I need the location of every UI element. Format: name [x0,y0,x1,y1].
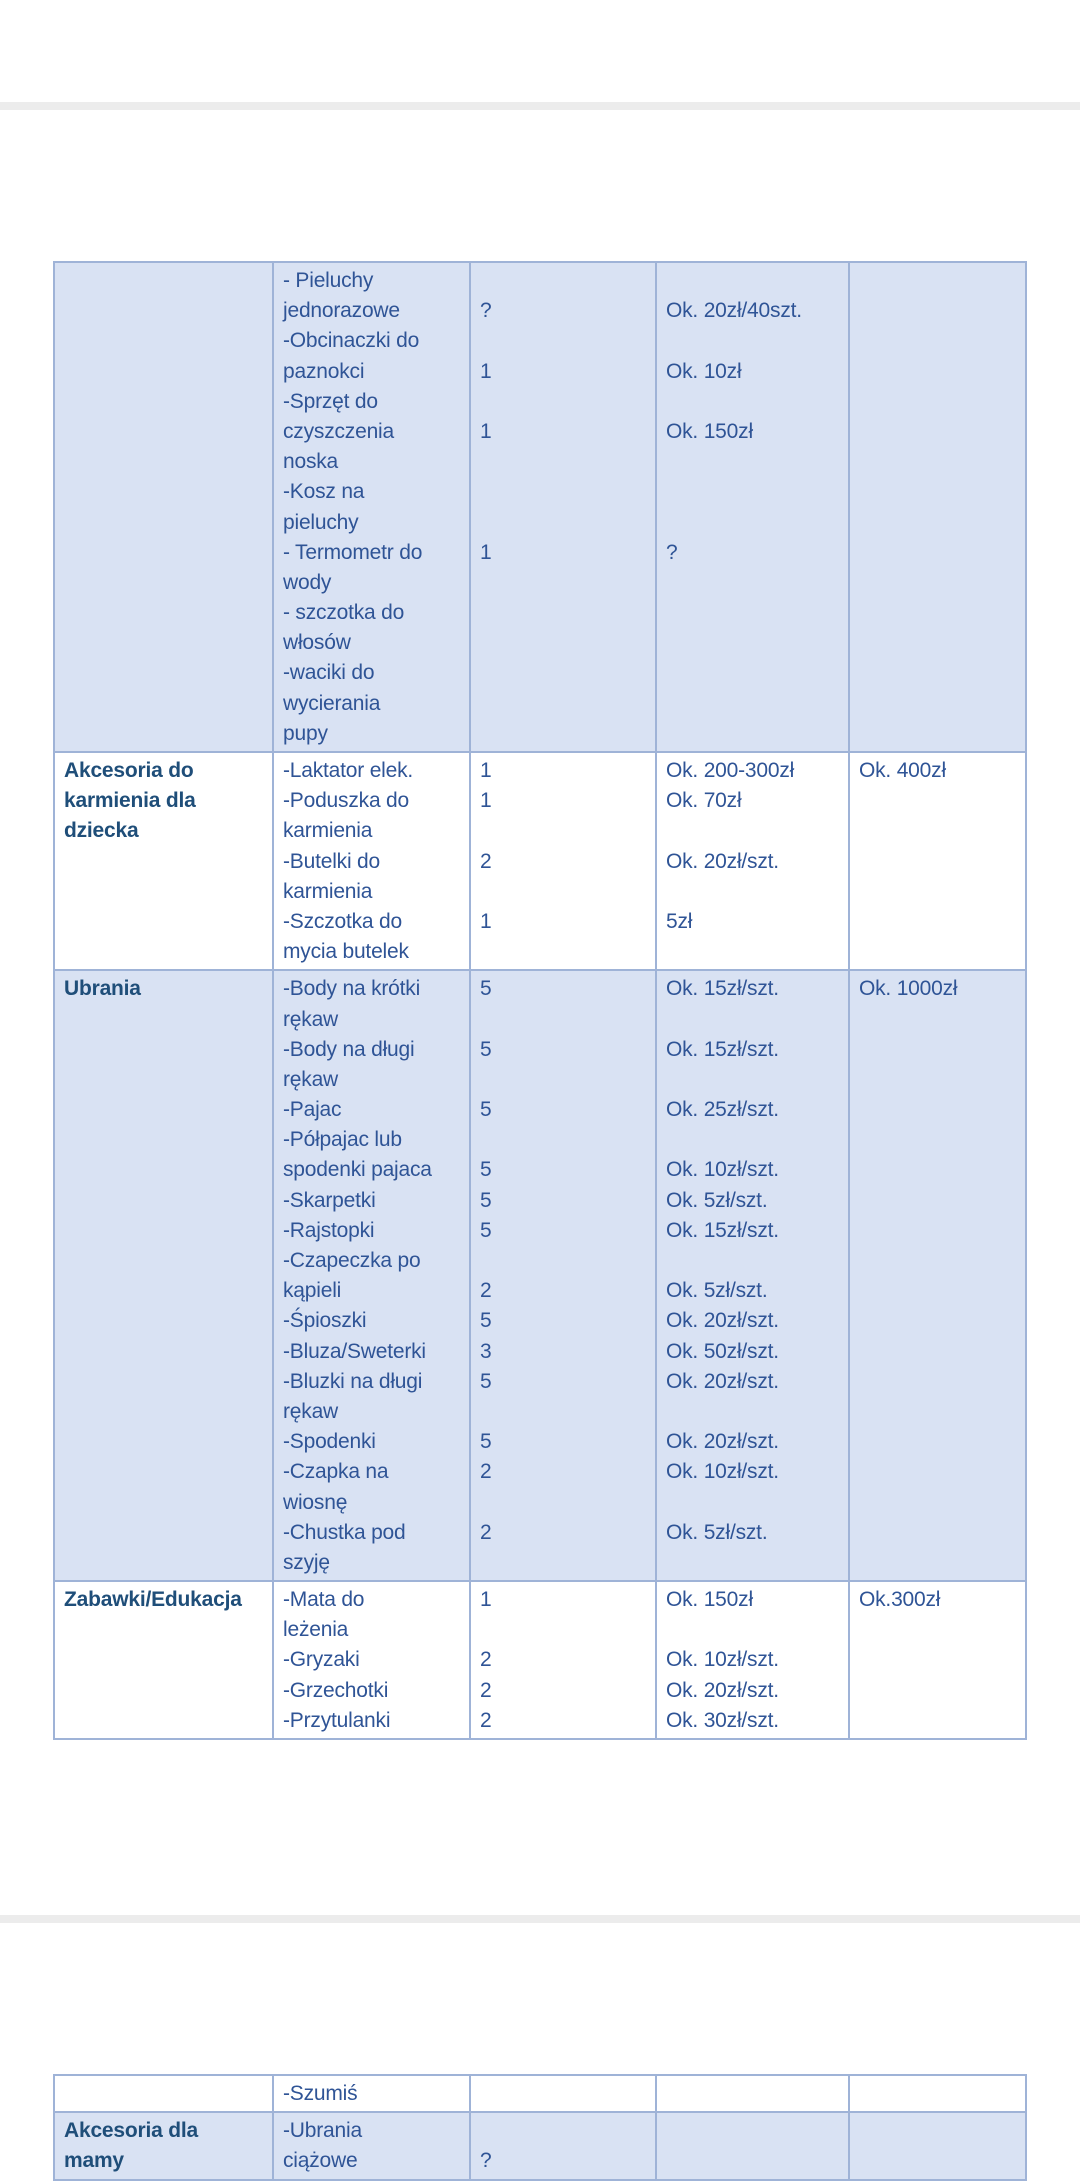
cell-line [666,816,842,846]
table-row [54,1581,1026,1739]
cell-line: 1 [480,789,492,813]
category-cell[interactable] [54,752,273,970]
cell-line: Ok. 150zł [666,1588,753,1612]
cell-line: noska [283,450,339,474]
quantity-cell[interactable] [470,970,656,1581]
cell-line [480,1397,649,1427]
cell-line [480,326,649,356]
items-cell[interactable] [273,752,470,970]
cell-line: rękaw [283,1067,339,1091]
cell-line: Ok. 10zł/szt. [666,1158,779,1182]
cell-line: spodenki pajaca [283,1158,432,1182]
cell-line: -Chustka pod [283,1520,406,1544]
baby-layette-table-continued[interactable] [53,2074,1027,2181]
cell-line [666,266,842,296]
cell-line: jednorazowe [283,299,400,323]
cell-line: Ok. 15zł/szt. [666,977,779,1001]
cell-line: -Śpioszki [283,1309,367,1333]
cell-line: mamy [64,2149,124,2173]
cell-line: Ubrania [64,977,141,1001]
cell-line: 5 [480,1098,492,1122]
cell-line [480,1065,649,1095]
cell-line [480,1615,649,1645]
cell-line: 1 [480,909,492,933]
table-row [54,752,1026,970]
cell-line: -Grzechotki [283,1678,389,1702]
cell-line: Ok. 20zł/szt. [666,1369,779,1393]
total-cell[interactable] [849,262,1026,752]
cell-line: ? [666,540,678,564]
cell-line [666,447,842,477]
cell-line: Ok. 15zł/szt. [666,1037,779,1061]
cell-line: Ok. 20zł/szt. [666,1430,779,1454]
page-gap [0,102,1080,110]
cell-line: rękaw [283,1007,339,1031]
cell-line: 5 [480,977,492,1001]
cell-line: 5 [480,1158,492,1182]
cell-line: Ok. 10zł [666,359,742,383]
cell-line: paznokci [283,359,365,383]
cell-line: Ok. 10zł/szt. [666,1460,779,1484]
quantity-cell[interactable] [470,2075,656,2112]
total-cell[interactable] [849,2112,1026,2179]
cell-line: czyszczenia [283,419,395,443]
cell-line: pieluchy [283,510,359,534]
cell-line: 5 [480,1218,492,1242]
quantity-cell[interactable] [470,262,656,752]
cell-line [666,1125,842,1155]
cell-line [666,1615,842,1645]
baby-layette-table[interactable] [53,261,1027,1740]
cell-line: ? [480,299,492,323]
cell-line: Ok. 5zł/szt. [666,1279,768,1303]
cell-line: Akcesoria dla [64,2119,198,2143]
cell-line: 1 [480,1588,492,1612]
cell-line: -Bluza/Sweterki [283,1339,426,1363]
cell-line: Ok. 1000zł [859,977,958,1001]
cell-line: Ok. 15zł/szt. [666,1218,779,1242]
cell-line: ? [480,2149,492,2173]
cell-line: -Skarpetki [283,1188,376,1212]
cell-line: kąpieli [283,1279,342,1303]
cell-line [480,877,649,907]
cell-line: włosów [283,631,351,655]
cell-line: -Przytulanki [283,1708,391,1732]
cell-line: dziecka [64,819,139,843]
cell-line: -Ubrania [283,2119,362,2143]
cell-line [480,447,649,477]
cell-line: 5 [480,1430,492,1454]
price-cell[interactable] [656,970,849,1581]
cell-line: Ok. 20zł/szt. [666,849,779,873]
cell-line: 2 [480,1678,492,1702]
cell-line: 1 [480,359,492,383]
cell-line: 5zł [666,909,693,933]
price-cell[interactable] [656,2112,849,2179]
cell-line: -Body na długi [283,1037,415,1061]
cell-line: 5 [480,1369,492,1393]
cell-line [480,387,649,417]
category-cell[interactable] [54,970,273,1581]
cell-line: -Obcinaczki do [283,329,420,353]
cell-line: Akcesoria do [64,759,194,782]
cell-line: -Kosz na [283,480,365,504]
total-cell[interactable] [849,970,1026,1581]
category-cell[interactable] [54,262,273,752]
cell-line: wiosnę [283,1490,348,1514]
cell-line: Ok. 20zł/szt. [666,1309,779,1333]
price-cell[interactable] [656,1581,849,1739]
cell-line [480,2116,649,2146]
quantity-cell[interactable] [470,752,656,970]
cell-line: -Szumiś [283,2082,358,2105]
cell-line: pupy [283,721,328,745]
cell-line: Ok. 400zł [859,759,946,782]
cell-line: Ok. 5zł/szt. [666,1520,768,1544]
cell-line [480,266,649,296]
cell-line: wycierania [283,691,381,715]
price-cell[interactable] [656,752,849,970]
quantity-cell[interactable] [470,1581,656,1739]
table-row [54,2075,1026,2112]
cell-line: -Bluzki na długi [283,1369,423,1393]
cell-line [480,1005,649,1035]
total-cell[interactable] [849,752,1026,970]
cell-line [480,1488,649,1518]
cell-line [666,1246,842,1276]
cell-line: szyję [283,1550,330,1574]
cell-line: -Szczotka do [283,909,402,933]
quantity-cell[interactable] [470,2112,656,2179]
cell-line: Ok. 30zł/szt. [666,1708,779,1732]
cell-line: Ok. 200-300zł [666,759,795,782]
cell-line: -Rajstopki [283,1218,375,1242]
cell-line: Ok.300zł [859,1588,941,1612]
cell-line: 1 [480,419,492,443]
cell-line: -Poduszka do [283,789,410,813]
cell-line: karmienia dla [64,789,196,813]
items-cell[interactable] [273,262,470,752]
total-cell[interactable] [849,2075,1026,2112]
cell-line [666,326,842,356]
cell-line: -Sprzęt do [283,389,378,413]
cell-line: wody [283,570,332,594]
cell-line: mycia butelek [283,940,409,964]
table-row [54,2112,1026,2179]
page-gap [0,1915,1080,1923]
cell-line: ciążowe [283,2149,358,2173]
cell-line: 5 [480,1309,492,1333]
cell-line: -Półpajac lub [283,1128,402,1152]
cell-line: -Czapka na [283,1460,389,1484]
price-cell[interactable] [656,262,849,752]
cell-line: 2 [480,1279,492,1303]
cell-line: -Pajac [283,1098,342,1122]
cell-line: 3 [480,1339,492,1363]
cell-line: Zabawki/Edukacja [64,1588,242,1612]
total-cell[interactable] [849,1581,1026,1739]
cell-line: karmienia [283,819,373,843]
cell-line [480,816,649,846]
cell-line: leżenia [283,1618,349,1642]
cell-line [480,1246,649,1276]
cell-line [666,1488,842,1518]
category-cell[interactable] [54,2075,273,2112]
cell-line [480,1125,649,1155]
category-cell[interactable] [54,1581,273,1739]
cell-line [666,1397,842,1427]
cell-line: Ok. 5zł/szt. [666,1188,768,1212]
cell-line: Ok. 20zł/40szt. [666,299,802,323]
cell-line: -Butelki do [283,849,381,873]
cell-line: rękaw [283,1399,339,1423]
cell-line: Ok. 20zł/szt. [666,1678,779,1702]
cell-line: 2 [480,1520,492,1544]
cell-line: 2 [480,1648,492,1672]
cell-line: - Pieluchy [283,269,374,292]
cell-line: 5 [480,1037,492,1061]
cell-line: - Termometr do [283,540,423,564]
price-cell[interactable] [656,2075,849,2112]
cell-line [666,1065,842,1095]
cell-line: -waciki do [283,661,375,685]
cell-line: 1 [480,759,492,782]
items-cell[interactable] [273,2075,470,2112]
category-cell[interactable] [54,2112,273,2179]
table-row [54,262,1026,752]
cell-line: -Spodenki [283,1430,376,1454]
cell-line: -Mata do [283,1588,365,1612]
cell-line [480,477,649,507]
cell-line: -Gryzaki [283,1648,360,1672]
cell-line: -Laktator elek. [283,759,414,782]
cell-line: 1 [480,540,492,564]
cell-line [480,508,649,538]
cell-line: 2 [480,1708,492,1732]
cell-line [666,477,842,507]
cell-line: Ok. 70zł [666,789,742,813]
cell-line: -Body na krótki [283,977,421,1001]
cell-line: - szczotka do [283,601,405,625]
cell-line: -Czapeczka po [283,1249,421,1272]
cell-line: karmienia [283,879,373,903]
cell-line [666,1005,842,1035]
cell-line: 5 [480,1188,492,1212]
items-cell[interactable] [273,970,470,1581]
cell-line: 2 [480,1460,492,1484]
cell-line: Ok. 150zł [666,419,753,443]
cell-line: Ok. 25zł/szt. [666,1098,779,1122]
cell-line: Ok. 50zł/szt. [666,1339,779,1363]
table-row [54,970,1026,1581]
cell-line: 2 [480,849,492,873]
cell-line [666,387,842,417]
cell-line: Ok. 10zł/szt. [666,1648,779,1672]
items-cell[interactable] [273,2112,470,2179]
cell-line [666,877,842,907]
cell-line [666,508,842,538]
items-cell[interactable] [273,1581,470,1739]
